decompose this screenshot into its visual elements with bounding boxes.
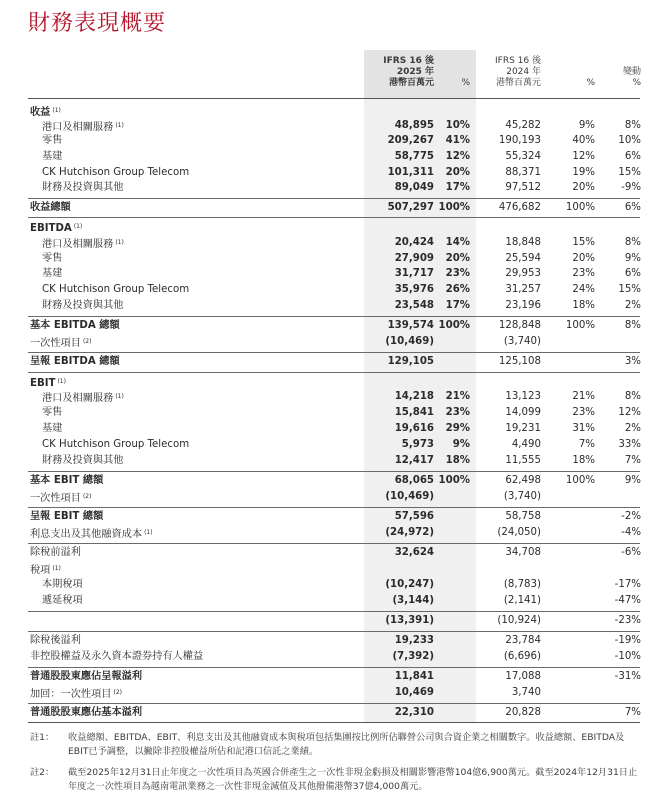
change-pct: 2%: [624, 423, 641, 434]
change-pct: 6%: [624, 151, 641, 162]
value-2024: 62,498: [505, 475, 541, 486]
value-2024: 97,512: [505, 182, 541, 193]
row-separator: [28, 316, 640, 317]
value-2024: 3,740: [511, 687, 541, 698]
value-2025: 19,616: [394, 423, 434, 434]
value-2025: 23,548: [394, 300, 434, 311]
footnote-1-tag: 註1：: [30, 732, 55, 743]
change-pct: -17%: [614, 579, 641, 590]
change-pct: 12%: [618, 407, 641, 418]
pct-2025: 21%: [445, 391, 470, 402]
pct-2024: 15%: [572, 237, 595, 248]
value-2024: 23,196: [505, 300, 541, 311]
pct-2024: 19%: [572, 167, 595, 178]
value-2025: 32,624: [394, 547, 434, 558]
change-pct: -4%: [621, 527, 641, 538]
value-2025: (7,392): [392, 651, 434, 662]
table-top-rule: [28, 98, 640, 99]
row-label: [30, 685, 122, 703]
row-separator: [28, 667, 640, 668]
pct-2025: 20%: [445, 253, 470, 264]
change-pct: 8%: [624, 391, 641, 402]
row-label-text: 一次性項目: [30, 493, 81, 504]
change-pct: 33%: [618, 439, 641, 450]
row-separator: [28, 507, 640, 508]
row-label-text: 零售: [42, 407, 63, 418]
value-2025: 19,233: [394, 635, 434, 646]
value-2025: 35,976: [394, 284, 434, 295]
row-label: [30, 633, 81, 649]
row-label: [30, 545, 81, 561]
table-row: [0, 613, 668, 629]
table-row: [0, 318, 668, 334]
pct-2024: 20%: [572, 253, 595, 264]
row-label: [42, 577, 83, 593]
row-label: [42, 593, 83, 609]
row-label: [42, 405, 62, 421]
change-pct: -23%: [614, 615, 641, 626]
row-label-text: 港口及相關服務: [42, 122, 114, 133]
header-current-line3: 港幣百萬元: [388, 78, 434, 88]
table-row: [0, 334, 668, 350]
footnote-marker: (1): [144, 529, 153, 536]
pct-2024: 7%: [578, 439, 595, 450]
pct-2025: 17%: [445, 182, 470, 193]
row-separator: [28, 217, 640, 218]
value-2025: 5,973: [401, 439, 434, 450]
footnote-marker: (1): [52, 565, 61, 572]
table-row: [0, 685, 668, 701]
row-label-text: 加回：一次性項目: [30, 689, 112, 700]
row-label-text: 除稅後溢利: [30, 635, 81, 646]
header-prior-pct: %: [586, 78, 595, 88]
change-pct: 15%: [618, 284, 641, 295]
value-2024: 4,490: [511, 439, 541, 450]
value-2024: (3,740): [503, 491, 541, 502]
pct-2024: 100%: [565, 475, 595, 486]
change-pct: 3%: [624, 356, 641, 367]
table-row: [0, 633, 668, 649]
value-2024: 14,099: [505, 407, 541, 418]
pct-2025: 14%: [445, 237, 470, 248]
row-label: [42, 251, 62, 267]
pct-2025: 100%: [438, 202, 470, 213]
row-label-text: 稅項: [30, 565, 51, 576]
value-2024: 29,953: [505, 268, 541, 279]
row-label-text: 基建: [42, 268, 63, 279]
pct-2024: 100%: [565, 320, 595, 331]
table-row: [0, 165, 668, 181]
change-pct: -10%: [614, 651, 641, 662]
value-2025: 14,218: [394, 391, 434, 402]
value-2024: 128,848: [498, 320, 541, 331]
header-prior-line1: IFRS 16 後: [495, 56, 541, 66]
row-label-text: 零售: [42, 135, 63, 146]
row-label: [42, 421, 62, 437]
value-2025: 48,895: [394, 120, 434, 131]
row-label-text: 本期稅項: [42, 579, 83, 590]
value-2024: 88,371: [505, 167, 541, 178]
row-label-text: 非控股權益及永久資本證券持有人權益: [30, 651, 204, 662]
pct-2025: 17%: [445, 300, 470, 311]
value-2024: 34,708: [505, 547, 541, 558]
change-pct: -31%: [614, 671, 641, 682]
header-prior-line2: 2024 年: [506, 67, 541, 77]
change-pct: 8%: [624, 320, 641, 331]
change-pct: -9%: [621, 182, 641, 193]
table-row: [0, 453, 668, 469]
pct-2024: 18%: [572, 455, 595, 466]
value-2025: 507,297: [387, 202, 434, 213]
value-2025: (3,144): [392, 595, 434, 606]
row-separator: [28, 703, 640, 704]
value-2025: 58,775: [394, 151, 434, 162]
row-label: [42, 165, 189, 181]
table-row: [0, 489, 668, 505]
table-row: [0, 374, 668, 390]
value-2025: (24,972): [385, 527, 434, 538]
row-label: [30, 334, 91, 352]
pct-2024: 23%: [572, 268, 595, 279]
row-label: [30, 489, 91, 507]
value-2024: (6,696): [503, 651, 541, 662]
pct-2025: 100%: [438, 475, 470, 486]
row-label: [42, 149, 62, 165]
value-2025: (10,247): [385, 579, 434, 590]
pct-2024: 20%: [572, 182, 595, 193]
value-2024: 20,828: [505, 707, 541, 718]
value-2024: 11,555: [505, 455, 541, 466]
value-2024: 125,108: [498, 356, 541, 367]
row-label-text: 普通股股東應佔基本溢利: [30, 707, 143, 718]
header-change-line1: 變動: [622, 67, 641, 77]
value-2025: 57,596: [394, 511, 434, 522]
value-2025: 27,909: [394, 253, 434, 264]
value-2025: 209,267: [387, 135, 434, 146]
pct-2025: 20%: [445, 167, 470, 178]
value-2024: (8,783): [503, 579, 541, 590]
table-row: [0, 705, 668, 721]
row-separator: [28, 611, 640, 612]
row-label-text: 一次性項目: [30, 338, 81, 349]
value-2025: 31,717: [394, 268, 434, 279]
change-pct: 8%: [624, 120, 641, 131]
pct-2025: 29%: [445, 423, 470, 434]
row-label-text: 呈報 EBITDA 總額: [30, 356, 120, 367]
table-row: [0, 389, 668, 405]
table-row: [0, 669, 668, 685]
row-label: [30, 669, 142, 685]
row-label-text: 收益總額: [30, 202, 71, 213]
table-row: [0, 405, 668, 421]
table-row: [0, 133, 668, 149]
value-2025: (13,391): [385, 615, 434, 626]
row-label-text: 基本 EBITDA 總額: [30, 320, 120, 331]
value-2024: 31,257: [505, 284, 541, 295]
table-row: [0, 298, 668, 314]
change-pct: -19%: [614, 635, 641, 646]
change-pct: 9%: [624, 253, 641, 264]
value-2024: (3,740): [503, 336, 541, 347]
value-2024: 55,324: [505, 151, 541, 162]
row-label: [42, 133, 62, 149]
table-row: [0, 354, 668, 370]
row-label: [42, 437, 189, 453]
table-row: [0, 219, 668, 235]
value-2024: 190,193: [498, 135, 541, 146]
change-pct: 10%: [618, 135, 641, 146]
change-pct: 7%: [624, 707, 641, 718]
pct-2025: 23%: [445, 268, 470, 279]
row-label: [30, 705, 142, 721]
row-separator: [28, 631, 640, 632]
pct-2025: 41%: [445, 135, 470, 146]
value-2024: 18,848: [505, 237, 541, 248]
value-2025: 22,310: [394, 707, 434, 718]
row-label: [30, 318, 120, 334]
row-label-text: 基建: [42, 151, 63, 162]
value-2024: 23,784: [505, 635, 541, 646]
row-label-text: 零售: [42, 253, 63, 264]
table-row: [0, 103, 668, 119]
row-label-text: CK Hutchison Group Telecom: [42, 167, 190, 178]
row-label-text: CK Hutchison Group Telecom: [42, 284, 190, 295]
table-row: [0, 149, 668, 165]
value-2024: 58,758: [505, 511, 541, 522]
page-title: 財務表現概要: [28, 11, 167, 36]
pct-2024: 31%: [572, 423, 595, 434]
header-current-line1: IFRS 16 後: [383, 56, 434, 66]
value-2024: 45,282: [505, 120, 541, 131]
value-2025: 68,065: [394, 475, 434, 486]
pct-2025: 26%: [445, 284, 470, 295]
value-2024: 13,123: [505, 391, 541, 402]
value-2024: 476,682: [498, 202, 541, 213]
value-2025: 11,841: [394, 671, 434, 682]
row-label-text: 基本 EBIT 總額: [30, 475, 104, 486]
value-2025: 15,841: [394, 407, 434, 418]
table-header: [0, 50, 668, 98]
pct-2024: 100%: [565, 202, 595, 213]
row-label: [42, 266, 62, 282]
pct-2024: 9%: [578, 120, 595, 131]
table-row: [0, 509, 668, 525]
row-label: [30, 354, 120, 370]
change-pct: 7%: [624, 455, 641, 466]
pct-2024: 18%: [572, 300, 595, 311]
row-label-text: 遞延稅項: [42, 595, 83, 606]
footnote-1-text: 收益總額、EBITDA、EBIT、利息支出及其他融資成本與稅項包括集團按比例所佔聯營公司與合資企業之相關數字。收益總額、EBITDA及EBIT已予調整，以撇除非控股權益所佔和記港口信託之業績。: [68, 732, 625, 757]
row-separator: [28, 372, 640, 373]
row-label-text: 普通股股東應佔呈報溢利: [30, 671, 143, 682]
value-2025: 10,469: [394, 687, 434, 698]
row-label-text: 財務及投資與其他: [42, 300, 124, 311]
pct-2025: 23%: [445, 407, 470, 418]
value-2025: 101,311: [387, 167, 434, 178]
change-pct: -47%: [614, 595, 641, 606]
header-change-pct: %: [632, 78, 641, 88]
row-separator: [28, 471, 640, 472]
footnote-marker: (2): [82, 493, 92, 500]
pct-2025: 12%: [445, 151, 470, 162]
value-2025: 20,424: [394, 237, 434, 248]
footnote-1: [30, 731, 642, 759]
pct-2024: 23%: [572, 407, 595, 418]
row-label: [30, 649, 203, 665]
value-2024: (24,050): [497, 527, 541, 538]
change-pct: 9%: [624, 475, 641, 486]
change-pct: 6%: [624, 202, 641, 213]
row-label: [30, 473, 103, 489]
footnote-2-text: 截至2025年12月31日止年度之一次性項目為英國合併產生之一次性非現金虧損及相關影響港幣104億6,900萬元。截至2024年12月31日止年度之一次性項目為越南電訊業務之一次性非現金減值及其他撥備港幣37億4,000萬元。: [68, 767, 638, 792]
value-2024: 25,594: [505, 253, 541, 264]
row-separator: [28, 543, 640, 544]
value-2025: 89,049: [394, 182, 434, 193]
pct-2025: 18%: [445, 455, 470, 466]
row-label: [30, 509, 103, 525]
table-row: [0, 282, 668, 298]
change-pct: 6%: [624, 268, 641, 279]
row-separator: [28, 198, 640, 199]
table-row: [0, 649, 668, 665]
row-label-text: EBIT: [30, 378, 56, 389]
pct-2024: 12%: [572, 151, 595, 162]
row-label-text: 財務及投資與其他: [42, 455, 124, 466]
pct-2024: 21%: [572, 391, 595, 402]
value-2025: 139,574: [387, 320, 434, 331]
change-pct: 8%: [624, 237, 641, 248]
value-2025: 129,105: [387, 356, 434, 367]
header-current-line2: 2025 年: [396, 67, 434, 77]
table-bottom-rule: [28, 722, 640, 723]
row-label: [42, 453, 124, 469]
row-label-text: 財務及投資與其他: [42, 182, 124, 193]
value-2024: (2,141): [503, 595, 541, 606]
change-pct: 2%: [624, 300, 641, 311]
table-row: [0, 525, 668, 541]
value-2025: (10,469): [385, 336, 434, 347]
header-current-pct: %: [461, 78, 470, 88]
footnote-marker: (1): [73, 223, 83, 230]
pct-2024: 40%: [572, 135, 595, 146]
footnote-marker: (1): [115, 239, 124, 246]
footnote-marker: (2): [113, 689, 122, 696]
footnote-marker: (1): [115, 122, 124, 129]
table-row: [0, 593, 668, 609]
table-row: [0, 266, 668, 282]
table-row: [0, 200, 668, 216]
table-row: [0, 235, 668, 251]
pct-2025: 9%: [452, 439, 470, 450]
table-row: [0, 421, 668, 437]
change-pct: -6%: [621, 547, 641, 558]
value-2024: 19,231: [505, 423, 541, 434]
row-label: [30, 525, 153, 543]
row-label-text: 除稅前溢利: [30, 547, 81, 558]
footnote-marker: (2): [82, 338, 92, 345]
header-prior-line3: 港幣百萬元: [495, 78, 541, 88]
pct-2025: 100%: [438, 320, 470, 331]
row-label-text: 呈報 EBIT 總額: [30, 511, 104, 522]
value-2024: 17,088: [505, 671, 541, 682]
table-row: [0, 437, 668, 453]
row-label: [30, 200, 71, 216]
row-label: [42, 298, 124, 314]
row-label-text: 收益: [30, 107, 51, 118]
footnote-2-tag: 註2：: [30, 767, 55, 778]
table-row: [0, 545, 668, 561]
footnote-marker: (1): [115, 393, 124, 400]
table-row: [0, 473, 668, 489]
footnote-marker: (1): [57, 378, 66, 385]
row-label-text: EBITDA: [30, 223, 72, 234]
table-row: [0, 118, 668, 134]
row-label: [42, 282, 189, 298]
row-label-text: 利息支出及其他融資成本: [30, 529, 143, 540]
table-row: [0, 180, 668, 196]
change-pct: 15%: [618, 167, 641, 178]
row-label-text: 港口及相關服務: [42, 393, 114, 404]
value-2025: 12,417: [394, 455, 434, 466]
row-label-text: CK Hutchison Group Telecom: [42, 439, 190, 450]
pct-2024: 24%: [572, 284, 595, 295]
table-row: [0, 577, 668, 593]
footnote-marker: (1): [52, 107, 61, 114]
footnote-2: [30, 766, 642, 794]
row-separator: [28, 352, 640, 353]
value-2024: (10,924): [497, 615, 541, 626]
value-2025: (10,469): [385, 491, 434, 502]
table-row: [0, 251, 668, 267]
change-pct: -2%: [621, 511, 641, 522]
pct-2025: 10%: [445, 120, 470, 131]
row-label-text: 港口及相關服務: [42, 239, 114, 250]
row-label: [42, 180, 124, 196]
table-row: [0, 561, 668, 577]
row-label-text: 基建: [42, 423, 63, 434]
